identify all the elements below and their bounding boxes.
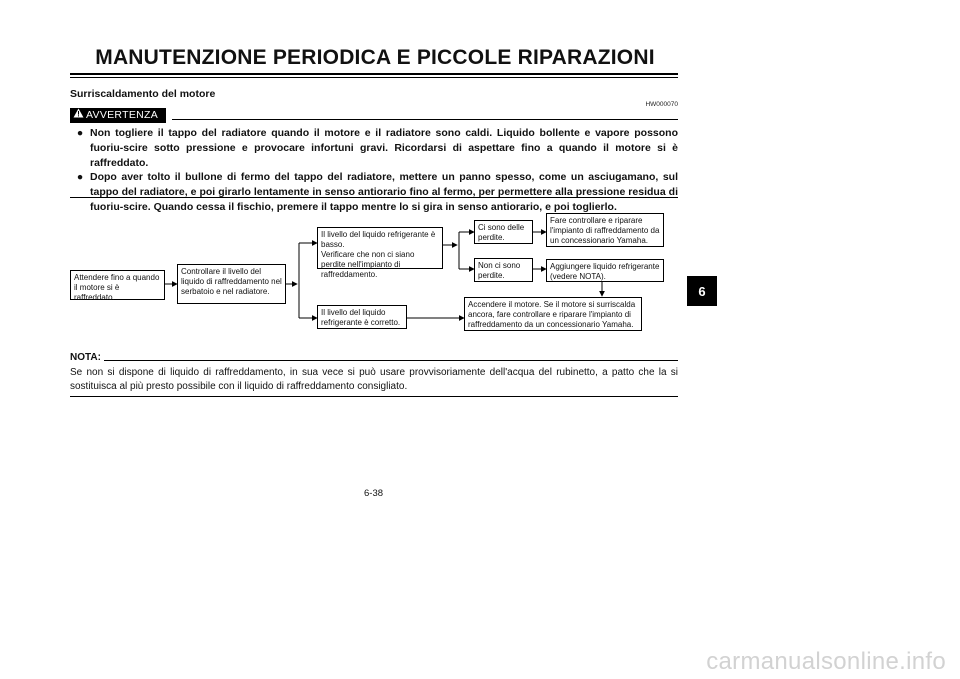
flow-box-level-correct: Il livello del liquido refrigerante è corretto.: [317, 305, 407, 329]
flow-box-check: Controllare il livello del liquido di raffreddamento nel serbatoio e nel radiatore.: [177, 264, 286, 304]
note-text: Se non si dispone di liquido di raffreddamento, in sua vece si può usare provvisoriamente dell'acqua del rubinetto, a patto che la si sostituisca al più presto possibile con il liquido di raffreddamento consigliato.: [70, 367, 678, 392]
flow-box-leaks: Ci sono delle perdite.: [474, 220, 533, 244]
warning-item-text: Non togliere il tappo del radiatore quando il motore e il radiatore sono caldi. Liquido bollente e vapore possono fuoriu-scire sotto pressione e provocare infortuni gravi. Ricordarsi di aspettare fino a quando il motore si è raffreddato.: [90, 127, 678, 169]
flow-box-repair: Fare controllare e riparare l'impianto di raffreddamento da un concessionario Yamaha.: [546, 213, 664, 247]
reference-code: HW000070: [645, 101, 678, 108]
bullet: ●: [76, 171, 84, 184]
watermark: carmanualsonline.info: [706, 648, 946, 675]
note-bottom-rule: [70, 396, 678, 397]
bullet: ●: [76, 127, 84, 139]
chapter-tab: 6: [687, 276, 717, 306]
flow-box-start-engine: Accendere il motore. Se il motore si surriscalda ancora, fare controllare e riparare l'impianto di raffreddamento da un concessionario Yamaha.: [464, 297, 642, 331]
warning-label: AVVERTENZA: [86, 109, 159, 121]
page-title: MANUTENZIONE PERIODICA E PICCOLE RIPARAZIONI: [95, 46, 655, 69]
flow-box-add-coolant: Aggiungere liquido refrigerante (vedere NOTA).: [546, 259, 664, 282]
note-label: NOTA:: [70, 352, 101, 363]
page-number: 6-38: [364, 488, 384, 499]
note-rule: [104, 360, 678, 361]
flow-box-wait: Attendere fino a quando il motore si è raffreddato.: [70, 270, 165, 300]
warning-item-text: Dopo aver tolto il bullone di fermo del tappo del radiatore, mettere un panno spesso, come un asciugamano, sul tappo del radiatore, e poi girarlo lentamente in senso antiorario fino al fermo, per permettere alla pressione residua di fuoriu-scire. Quando cessa il fischio, premere il tappo mentre lo si gira in senso antiorario, e poi toglierlo.: [90, 171, 678, 213]
section-heading: Surriscaldamento del motore: [70, 88, 216, 100]
flow-box-no-leaks: Non ci sono perdite.: [474, 258, 533, 282]
flow-box-level-low: Il livello del liquido refrigerante è basso. Verificare che non ci siano perdite nell'impianto di raffreddamento.: [317, 227, 443, 269]
